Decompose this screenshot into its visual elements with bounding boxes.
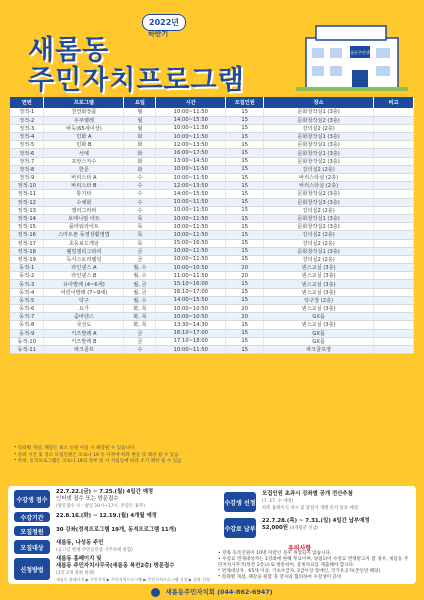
table-cell: 댄스교실 (3층) xyxy=(264,272,374,280)
table-cell: 보태니컬 아트 xyxy=(44,214,124,222)
table-cell: 수 xyxy=(124,198,156,206)
table-cell: 화 xyxy=(124,133,156,141)
select-value: 모집인원 초과시 강좌별 공개 전산추첨 (7. 27. 수 예정) 좌측 홈페이지 게시 및 당첨자 개별 문자 통보 예정 xyxy=(262,491,358,511)
table-row xyxy=(10,108,414,116)
reception-value: 22.7.22.(금) ~ 7.25.(월) 4일간 예정 인터넷 접수 또는 방문접수 (방문접수 시 : 평일 10시~17시, 주말은 휴무) xyxy=(56,489,154,509)
table-cell: 15 xyxy=(226,345,264,353)
table-cell: 강의실2 (2층) xyxy=(264,165,374,173)
reception-label: 수강생 접수 xyxy=(14,490,50,508)
svg-text:새롬동주민센터: 새롬동주민센터 xyxy=(346,50,374,55)
table-cell: 바둑(65세이상) xyxy=(44,124,124,132)
table-cell: 댄스교실 (3층) xyxy=(264,280,374,288)
table-cell: 10:00~10:50 xyxy=(156,264,226,272)
column-header: 프로그램 xyxy=(44,97,124,108)
table-cell: 10:00~11:50 xyxy=(156,223,226,231)
table-cell: 15 xyxy=(226,190,264,198)
table-cell xyxy=(374,149,414,157)
table-cell: 15 xyxy=(226,157,264,165)
table-cell: 15 xyxy=(226,288,264,296)
table-cell: 화, 목 xyxy=(124,305,156,313)
table-cell: 정적-8 xyxy=(10,165,44,173)
title-line-1: 새롬동 xyxy=(28,35,110,66)
table-cell: 정적-6 xyxy=(10,149,44,157)
table-cell: 10:00~11:50 xyxy=(156,255,226,263)
period-label: 수강기간 xyxy=(14,512,50,522)
table-row xyxy=(10,190,414,198)
table-cell: 우쿠렐레 xyxy=(44,116,124,124)
table-cell: 정적-3 xyxy=(10,124,44,132)
note-item: * 강좌 시간 및 장소 모집인원은 코로나 19 등 사정에 따라 변동 및 폐강 될 수 있음 xyxy=(14,452,179,458)
table-cell: 수채화 xyxy=(44,198,124,206)
table-cell: 15 xyxy=(226,182,264,190)
program-table xyxy=(10,97,414,354)
table-cell: 탁구장 (2층) xyxy=(264,296,374,304)
table-cell: 댄스교실 (3층) xyxy=(264,321,374,329)
table-cell: 10:00~11:50 xyxy=(156,231,226,239)
table-cell xyxy=(374,345,414,353)
table-cell: 정적-2 xyxy=(10,116,44,124)
table-cell: 월, 금 xyxy=(124,280,156,288)
table-row xyxy=(10,239,414,247)
table-cell: 강의실2 (2층) xyxy=(264,124,374,132)
table-cell xyxy=(374,157,414,165)
table-cell: 정적-15 xyxy=(10,223,44,231)
table-cell: 20 xyxy=(226,313,264,321)
table-cell: 캘리그라피 xyxy=(44,206,124,214)
table-cell: 17:10~18:00 xyxy=(156,337,226,345)
table-cell xyxy=(374,239,414,247)
table-cell: 댄스교실 (3층) xyxy=(264,288,374,296)
table-cell: 15 xyxy=(226,329,264,337)
table-cell xyxy=(374,264,414,272)
table-cell: 15 xyxy=(226,133,264,141)
pay-value: 22.7.28.(목) ~ 7.31.(일) 4일간 납부예정 52,000원 (4개월분 선납) xyxy=(262,518,370,531)
half-label: 하반기 xyxy=(148,30,169,38)
table-cell: 14:00~15:50 xyxy=(156,190,226,198)
table-cell: 목 xyxy=(124,231,156,239)
table-cell: 10:00~10:50 xyxy=(156,313,226,321)
table-cell: 탁구 xyxy=(44,296,124,304)
table-row xyxy=(10,313,414,321)
pay-label: 수강료 납부 xyxy=(224,518,256,538)
table-cell: 스마트폰 동영상활영법 xyxy=(44,231,124,239)
table-cell: 월 xyxy=(124,108,156,116)
target-label: 모집대상 xyxy=(14,540,50,554)
table-cell xyxy=(374,133,414,141)
recruit-value: 30 강좌(정적프로그램 19개, 동적프로그램 11개) xyxy=(56,527,177,533)
table-cell: 플라워리어트 xyxy=(44,223,124,231)
footer-phone: (044-862-6947) xyxy=(217,588,273,596)
table-row xyxy=(10,149,414,157)
table-cell: 15 xyxy=(226,214,264,222)
table-cell: 10:00~11:50 xyxy=(156,124,226,132)
table-cell: 10:00~11:50 xyxy=(156,247,226,255)
table-cell: GX룸 xyxy=(264,329,374,337)
table-cell: 강의실2 (2층) xyxy=(264,255,374,263)
table-cell: 월 xyxy=(124,116,156,124)
table-cell: 한문 xyxy=(44,165,124,173)
table-cell: 16:10~17:00 xyxy=(156,329,226,337)
table-cell: 15:10~16:00 xyxy=(156,280,226,288)
table-cell: 댄스교실 (3층) xyxy=(264,264,374,272)
table-cell: 민화 A xyxy=(44,133,124,141)
table-cell: 15 xyxy=(226,124,264,132)
table-cell: GX룸 xyxy=(264,337,374,345)
table-cell: 문화창작실1 (3층) xyxy=(264,133,374,141)
table-cell xyxy=(374,223,414,231)
table-cell: 파크골프 xyxy=(44,345,124,353)
table-cell: 정적-10 xyxy=(10,182,44,190)
table-cell: 정적-12 xyxy=(10,198,44,206)
table-cell xyxy=(374,206,414,214)
table-row xyxy=(10,264,414,272)
table-row xyxy=(10,231,414,239)
table-cell: 수 xyxy=(124,190,156,198)
table-cell: 동적-4 xyxy=(10,288,44,296)
table-cell: 금 xyxy=(124,255,156,263)
org-logo-icon xyxy=(151,588,160,597)
table-row xyxy=(10,198,414,206)
table-cell: 금 xyxy=(124,337,156,345)
table-cell: 동적-9 xyxy=(10,329,44,337)
table-cell: 국선도 xyxy=(44,321,124,329)
table-cell: 15 xyxy=(226,280,264,288)
table-cell xyxy=(374,272,414,280)
table-row xyxy=(10,321,414,329)
table-cell: 강의실2 (2층) xyxy=(264,231,374,239)
table-cell xyxy=(374,165,414,173)
table-cell xyxy=(374,198,414,206)
building-illustration xyxy=(296,18,408,92)
table-cell: 정적-19 xyxy=(10,255,44,263)
notes xyxy=(14,446,414,466)
table-row xyxy=(10,345,414,353)
table-cell: 바리스타실 (2층) xyxy=(264,182,374,190)
table-cell: 15 xyxy=(226,247,264,255)
table-row xyxy=(10,296,414,304)
table-cell: 요가 xyxy=(44,305,124,313)
note-item: * 특히, 동적프로그램은 코로나 19의 정부 및 시 지침등에 따라 조기 폐강 될 수 있음 xyxy=(14,459,182,465)
method-label: 신청방법 xyxy=(14,558,50,580)
table-cell: 키즈발레 A xyxy=(44,329,124,337)
table-row xyxy=(10,124,414,132)
table-cell: 정적-16 xyxy=(10,231,44,239)
column-header: 비고 xyxy=(374,97,414,108)
target-value: 새롬동, 나성동 주민 (공고일 현재 주민등록상 거주자에 한함) xyxy=(56,540,133,553)
table-cell: 정적-1 xyxy=(10,108,44,116)
table-cell: 11:00~11:50 xyxy=(156,272,226,280)
table-cell xyxy=(374,174,414,182)
table-cell: 10:00~11:50 xyxy=(156,165,226,173)
table-cell: 독서스토리텔링 xyxy=(44,255,124,263)
table-cell: 15 xyxy=(226,321,264,329)
table-cell: 댄스교실 (3층) xyxy=(264,305,374,313)
table-cell: 동적-7 xyxy=(10,313,44,321)
table-cell: 문화창작실1 (3층) xyxy=(264,141,374,149)
table-cell: 서예 xyxy=(44,149,124,157)
table-row xyxy=(10,305,414,313)
table-cell: 문화창작실2 (3층) xyxy=(264,190,374,198)
period-value: 22.8.16.(화) ~ 12.19.(월) 4개월 예정 xyxy=(56,513,157,519)
table-cell: 라인댄스 B xyxy=(44,272,124,280)
table-cell: 화 xyxy=(124,165,156,173)
table-row xyxy=(10,255,414,263)
table-cell: 웰빙캘리그라피 xyxy=(44,247,124,255)
column-header: 모집인원 xyxy=(226,97,264,108)
table-cell: 월 xyxy=(124,124,156,132)
table-cell: 15 xyxy=(226,231,264,239)
table-cell: 강의실2 (2층) xyxy=(264,206,374,214)
table-cell: 문화창작실3 (3층) xyxy=(264,198,374,206)
table-cell: 20 xyxy=(226,272,264,280)
table-cell xyxy=(374,255,414,263)
table-cell: 정적-18 xyxy=(10,247,44,255)
table-cell: 14:00~15:50 xyxy=(156,116,226,124)
table-cell: 문화창작실2 (3층) xyxy=(264,116,374,124)
table-cell: 줌바댄스 xyxy=(44,313,124,321)
table-cell: 키즈발레 B xyxy=(44,337,124,345)
table-cell: 초등보드게임 xyxy=(44,239,124,247)
table-cell: 15 xyxy=(226,239,264,247)
footer xyxy=(0,587,424,597)
table-cell: 15 xyxy=(226,206,264,214)
table-cell xyxy=(374,182,414,190)
notice-item: • 수강료 면제대상자는 1강좌에 한해 무료이며, 당첨되어 수강료 면제받고자 할 경우, 새롬동 주민자치사무국(복컨 2층)으로 방문하여, 증빙자료를 제출해야 합니다. xyxy=(218,557,409,568)
table-cell: 13:30~14:30 xyxy=(156,321,226,329)
table-cell xyxy=(374,329,414,337)
table-cell: 15 xyxy=(226,223,264,231)
table-cell: 12:00~13:50 xyxy=(156,141,226,149)
table-cell: 10:00~11:50 xyxy=(156,345,226,353)
table-cell: 월, 수 xyxy=(124,296,156,304)
table-cell xyxy=(374,231,414,239)
table-cell: 동적-1 xyxy=(10,264,44,272)
table-cell: 바리스타 B xyxy=(44,182,124,190)
table-cell xyxy=(374,296,414,304)
table-cell xyxy=(374,305,414,313)
table-cell: 목 xyxy=(124,223,156,231)
column-header: 요일 xyxy=(124,97,156,108)
table-cell: 목 xyxy=(124,214,156,222)
table-cell: GX룸 xyxy=(264,313,374,321)
table-cell: 12:00~13:50 xyxy=(156,182,226,190)
table-cell xyxy=(374,116,414,124)
table-cell: 정적-11 xyxy=(10,190,44,198)
header xyxy=(0,0,424,96)
table-row xyxy=(10,337,414,345)
table-cell: 문화창작실2 (3층) xyxy=(264,223,374,231)
table-cell: 문화창작실1 (3층) xyxy=(264,149,374,157)
select-label: 수강생 선정 xyxy=(224,492,256,512)
table-cell xyxy=(374,288,414,296)
table-cell: 정적-13 xyxy=(10,206,44,214)
method-value: 새롬동 홈페이지 및 새롬동 주민자치사무국(새롬동 복컨2층) 방문접수 (1인 2개 강좌 한정) 새롬동 홈페이지 ▶ 주민자치 ▶ 주민자치프로그램 ▶ 주민자치프로그램 신청 ▶ 강좌 신청 xyxy=(56,556,210,582)
title-line-2: 주민자치프로그램 xyxy=(28,65,245,96)
table-cell: 동적-3 xyxy=(10,280,44,288)
table-cell: 프랑스자수 xyxy=(44,157,124,165)
table-cell: 동적-11 xyxy=(10,345,44,353)
table-cell: 월, 금 xyxy=(124,288,156,296)
table-cell: 수 xyxy=(124,345,156,353)
table-cell: 동적-6 xyxy=(10,305,44,313)
table-cell: 목 xyxy=(124,239,156,247)
table-row xyxy=(10,214,414,222)
table-cell: 14:00~15:50 xyxy=(156,296,226,304)
note-item: * 강좌별 개설, 폐강은 최소 인원 미달 시 폐강될 수 있습니다. xyxy=(14,446,136,451)
table-cell: 어린이발레 (7~9세) xyxy=(44,288,124,296)
table-cell: 바리스타실 (2층) xyxy=(264,174,374,182)
table-header-row xyxy=(10,97,414,108)
notice-item: * 면제대상자 : 65세 이상, 기초수급자, 3급이상 장애인, 국가유공자(본인만 해당) xyxy=(218,569,381,574)
table-row xyxy=(10,133,414,141)
table-cell: 화 xyxy=(124,141,156,149)
table-cell: 월, 수 xyxy=(124,272,156,280)
column-header: 장소 xyxy=(264,97,374,108)
table-row xyxy=(10,247,414,255)
table-cell: 화 xyxy=(124,149,156,157)
table-cell: 15 xyxy=(226,337,264,345)
table-cell: 문화창작실1 (3층) xyxy=(264,214,374,222)
table-row xyxy=(10,174,414,182)
table-row xyxy=(10,157,414,165)
table-row xyxy=(10,206,414,214)
recruit-label: 모집정원 xyxy=(14,526,50,536)
table-cell: 10:00~11:50 xyxy=(156,198,226,206)
table-cell: 15 xyxy=(226,149,264,157)
table-cell: 수 xyxy=(124,174,156,182)
table-cell: 월, 수 xyxy=(124,264,156,272)
table-cell xyxy=(374,313,414,321)
table-cell: 동적-5 xyxy=(10,296,44,304)
table-cell: 10:00~11:50 xyxy=(156,206,226,214)
table-cell: 정적-14 xyxy=(10,214,44,222)
table-cell xyxy=(374,190,414,198)
table-cell: 강의실2 (2층) xyxy=(264,239,374,247)
table-cell: 문화창작실2 (3층) xyxy=(264,157,374,165)
table-cell: 천연화장품 xyxy=(44,108,124,116)
table-cell: 문화창작실1 (3층) xyxy=(264,108,374,116)
table-row xyxy=(10,280,414,288)
table-cell: 16:00~17:50 xyxy=(156,149,226,157)
table-cell xyxy=(374,124,414,132)
table-cell: 10:00~11:50 xyxy=(156,174,226,182)
table-cell: 10:00~10:50 xyxy=(156,305,226,313)
table-cell: 정적-17 xyxy=(10,239,44,247)
table-cell xyxy=(374,108,414,116)
table-cell: 화, 목 xyxy=(124,321,156,329)
table-cell: 10:00~11:50 xyxy=(156,133,226,141)
column-header: 연번 xyxy=(10,97,44,108)
table-cell: 화 xyxy=(124,157,156,165)
table-cell: 15 xyxy=(226,174,264,182)
table-cell: 15 xyxy=(226,198,264,206)
table-cell xyxy=(374,247,414,255)
table-cell: 민화 B xyxy=(44,141,124,149)
table-cell: 정적-7 xyxy=(10,157,44,165)
table-cell: 금 xyxy=(124,247,156,255)
table-cell: 15 xyxy=(226,108,264,116)
table-row xyxy=(10,272,414,280)
notice-list xyxy=(218,551,410,581)
table-cell xyxy=(374,321,414,329)
table-cell xyxy=(374,214,414,222)
table-row xyxy=(10,116,414,124)
table-cell: 수 xyxy=(124,206,156,214)
table-row xyxy=(10,182,414,190)
notice-title: 유의사항 xyxy=(288,545,312,552)
table-cell: 16:10~17:00 xyxy=(156,288,226,296)
notice-item: * 강좌별 개설, 폐강을 원할 경 강사와 협의하여 수강생이 준비 xyxy=(218,575,342,580)
notice-item: • 강좌 등록인원이 10명 미만인 경우 개설되지 않습니다. xyxy=(218,551,332,556)
table-cell: 금 xyxy=(124,329,156,337)
table-cell: 파크골프장 xyxy=(264,345,374,353)
table-cell: 유아발레 (4~6세) xyxy=(44,280,124,288)
footer-org: 새롬동주민자치회 xyxy=(165,588,215,596)
table-cell: 15 xyxy=(226,141,264,149)
column-header: 시간 xyxy=(156,97,226,108)
table-row xyxy=(10,165,414,173)
table-cell xyxy=(374,141,414,149)
table-cell: 10:00~11:50 xyxy=(156,108,226,116)
table-cell: 통기타 xyxy=(44,190,124,198)
table-body xyxy=(10,108,414,354)
table-cell: 라인댄스 A xyxy=(44,264,124,272)
table-cell: 화, 목 xyxy=(124,313,156,321)
table-row xyxy=(10,223,414,231)
table-cell: 15:00~16:50 xyxy=(156,239,226,247)
table-cell: 15 xyxy=(226,255,264,263)
table-row xyxy=(10,141,414,149)
table-cell: 정적-5 xyxy=(10,141,44,149)
table-cell: 15 xyxy=(226,116,264,124)
table-cell: 수 xyxy=(124,182,156,190)
table-cell: 문화창작실1 (3층) xyxy=(264,247,374,255)
table-cell: 13:00~14:50 xyxy=(156,157,226,165)
table-cell: 15 xyxy=(226,165,264,173)
table-cell xyxy=(374,280,414,288)
table-cell: 20 xyxy=(226,305,264,313)
table-cell: 10:00~11:50 xyxy=(156,214,226,222)
table-cell: 동적-10 xyxy=(10,337,44,345)
table-row xyxy=(10,329,414,337)
table-cell: 동적-2 xyxy=(10,272,44,280)
table-cell: 20 xyxy=(226,264,264,272)
table-cell: 정적-9 xyxy=(10,174,44,182)
table-cell: 바리스타 A xyxy=(44,174,124,182)
table-cell: 정적-4 xyxy=(10,133,44,141)
table-row xyxy=(10,288,414,296)
year-badge: 2022년 xyxy=(142,14,186,31)
table-cell: 15 xyxy=(226,296,264,304)
table-cell xyxy=(374,337,414,345)
table-cell: 동적-8 xyxy=(10,321,44,329)
